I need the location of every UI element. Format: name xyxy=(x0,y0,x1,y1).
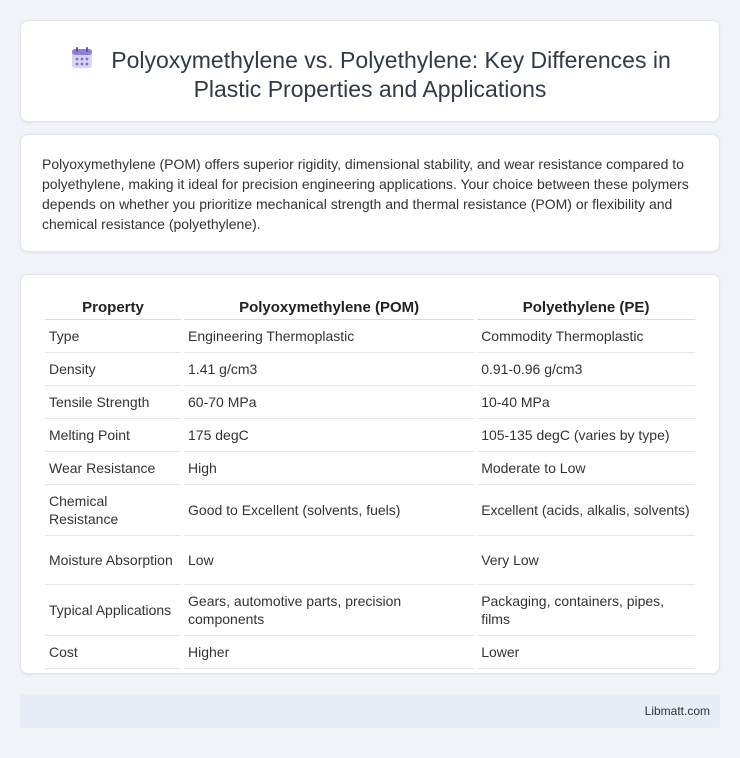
footer-site-link[interactable]: Libmatt.com xyxy=(644,704,710,718)
comparison-table-card xyxy=(20,274,720,674)
pe-cell: Commodity Thermoplastic xyxy=(477,320,695,353)
table-row xyxy=(45,452,695,485)
table-row xyxy=(45,419,695,452)
table-row xyxy=(45,386,695,419)
property-cell: Melting Point xyxy=(45,419,181,452)
pe-cell: Excellent (acids, alkalis, solvents) xyxy=(477,485,695,536)
property-cell: Moisture Absorption xyxy=(45,536,181,585)
pe-cell: Very Low xyxy=(477,536,695,585)
pom-cell: Higher xyxy=(184,636,474,669)
pom-cell: 60-70 MPa xyxy=(184,386,474,419)
column-header-property: Property xyxy=(45,294,181,320)
pom-cell: Gears, automotive parts, precision components xyxy=(184,585,474,636)
table-row xyxy=(45,636,695,669)
pe-cell: 105-135 degC (varies by type) xyxy=(477,419,695,452)
pom-cell: Engineering Thermoplastic xyxy=(184,320,474,353)
property-cell: Tensile Strength xyxy=(45,386,181,419)
pe-cell: 0.91-0.96 g/cm3 xyxy=(477,353,695,386)
table-row xyxy=(45,485,695,536)
table-row xyxy=(45,585,695,636)
summary-paragraph: Polyoxymethylene (POM) offers superior rigidity, dimensional stability, and wear resistance compared to polyethylene, making it ideal for precision engineering applications. Your choice between these polymers depends on whether you prioritize mechanical strength and thermal resistance (POM) or flexibility and chemical resistance (polyethylene). xyxy=(42,156,689,232)
property-cell: Typical Applications xyxy=(45,585,181,636)
pom-cell: 1.41 g/cm3 xyxy=(184,353,474,386)
pe-cell: Lower xyxy=(477,636,695,669)
summary-card xyxy=(20,134,720,252)
column-header-pom: Polyoxymethylene (POM) xyxy=(184,294,474,320)
pe-cell: Packaging, containers, pipes, films xyxy=(477,585,695,636)
pe-cell: Moderate to Low xyxy=(477,452,695,485)
pom-cell: Low xyxy=(184,536,474,585)
title-card xyxy=(20,20,720,122)
property-cell: Type xyxy=(45,320,181,353)
table-row xyxy=(45,536,695,585)
footer xyxy=(20,694,720,728)
table-row xyxy=(45,353,695,386)
column-header-pe: Polyethylene (PE) xyxy=(477,294,695,320)
table-header-row xyxy=(45,294,695,320)
pe-cell: 10-40 MPa xyxy=(477,386,695,419)
calendar-grid-icon xyxy=(69,45,95,71)
comparison-table xyxy=(42,294,698,669)
table-row xyxy=(45,320,695,353)
pom-cell: High xyxy=(184,452,474,485)
property-cell: Cost xyxy=(45,636,181,669)
page-title xyxy=(61,45,679,104)
property-cell: Wear Resistance xyxy=(45,452,181,485)
pom-cell: Good to Excellent (solvents, fuels) xyxy=(184,485,474,536)
pom-cell: 175 degC xyxy=(184,419,474,452)
property-cell: Chemical Resistance xyxy=(45,485,181,536)
property-cell: Density xyxy=(45,353,181,386)
page-title-text: Polyoxymethylene vs. Polyethylene: Key Differences in Plastic Properties and Applications xyxy=(111,47,671,102)
